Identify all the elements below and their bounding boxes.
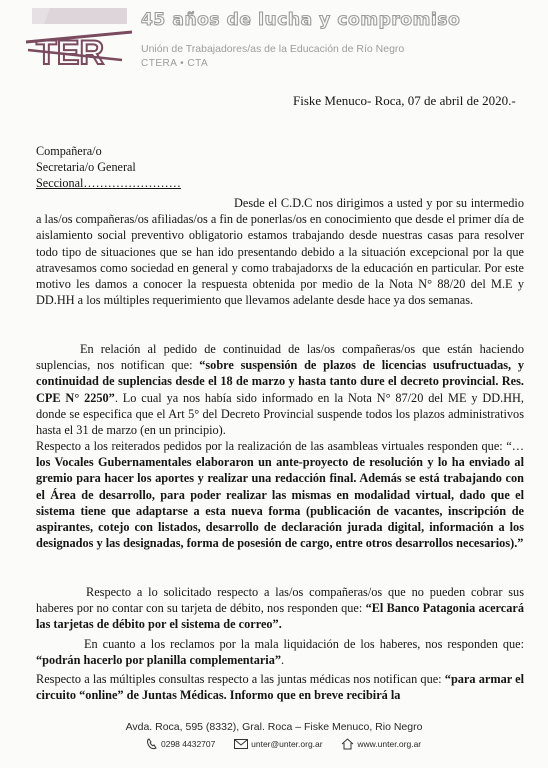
paragraph-suplencias: [36, 341, 524, 438]
paragraph-tarjetas-quote: “El Banco Patagonia acercará las tarjetas de débito por el sistema de correo”.: [36, 601, 524, 632]
addressee-line-2: Secretaria/o General: [36, 160, 136, 174]
footer-contacts: [146, 738, 421, 750]
paragraph-liquidacion-quote: “podrán hacerlo por planilla complementaria”: [36, 653, 282, 668]
phone-icon: [146, 738, 158, 750]
addressee-line-3: Seccional……………………: [36, 176, 181, 190]
paragraph-tarjetas: [36, 584, 524, 633]
addressee-line-1: Compañera/o: [36, 144, 102, 158]
home-icon: [341, 738, 354, 750]
paragraph-tarjetas-text: Respecto a lo solicitado respecto a las/os compañeras/os que no pueden cobrar sus haberes por no contar con su tarjeta de débito, nos responden que:: [36, 585, 524, 616]
paragraph-juntas-text: Respecto a las múltiples consultas respecto a las juntas médicas nos notifican que:: [36, 672, 445, 686]
footer-phone: 0298 4432707: [161, 739, 216, 749]
paragraph-asambleas-quote: los Vocales Gubernamentales elaboraron un ante-proyecto de resolución y lo ha enviado al gremio para hacer los aportes y realizar una redacción final. Además se está trabajando con el Área de desarrollo, para poder realizar las mismas en modalidad virtual, dado que el sistema tiene que adaptarse a esta nueva forma (publicación de vacantes, inscripción de aspirantes, cotejo con listados, desarrollo de declaración jurada digital, información a los designados y las designadas, forma de posesión de cargo, entre otros desarrollos necesarios).”: [36, 455, 524, 551]
footer-web[interactable]: www.unter.org.ar: [357, 739, 422, 749]
paragraph-liquidacion-text: En cuanto a los reclamos por la mala liquidación de los haberes, nos responden que:: [84, 637, 524, 651]
envelope-icon: [234, 739, 248, 749]
paragraph-juntas: [36, 671, 524, 703]
paragraph-liquidacion: [36, 636, 524, 668]
date-line: Fiske Menuco- Roca, 07 de abril de 2020.-: [293, 93, 516, 108]
letterhead-motto: 45 años de lucha y compromiso: [141, 10, 461, 30]
letterhead-affiliation: CTERA • CTA: [141, 58, 209, 69]
paragraph-suplencias-quote: “sobre suspensión de plazos de licencias usufructuadas, y continuidad de suplencias desde el 18 de marzo y hasta tanto dure el decreto provincial. Res. CPE N° 2250”: [36, 358, 524, 405]
footer-email[interactable]: unter@unter.org.ar: [251, 739, 323, 749]
paragraph-liquidacion-tail: .: [281, 653, 285, 668]
svg-text:TER: TER: [36, 34, 104, 72]
unter-logo: [22, 4, 134, 74]
paragraph-asambleas: [36, 438, 524, 551]
paragraph-juntas-quote: “para armar el circuito “online” de Juntas Médicas. Informo que en breve recibirá la: [36, 672, 525, 703]
paragraph-asambleas-text: Respecto a los reiterados pedidos por la realización de las asambleas virtuales responden que: “…: [36, 439, 524, 453]
footer-address: Avda. Roca, 595 (8332), Gral. Roca – Fiske Menuco, Rio Negro: [125, 721, 423, 733]
paragraph-intro: Desde el C.D.C nos dirigimos a usted y por su intermedio a las/os compañeras/os afiliadas/os a fin de ponerlas/os en conocimiento que desde el primer día de aislamiento social preventivo obligatorio estamos trabajando desde nuestras casas para resolver todo tipo de situaciones que se han ido presentando debido a la situación excepcional por la que atravesamos como sociedad en general y como trabajadorxs de la educación en particular. Por este motivo les damos a conocer la respuesta obtenida por medio de la Nota N° 88/20 del M.E y DD.HH a los múltiples requerimiento que llevamos adelante desde hace ya dos semanas.: [36, 196, 524, 308]
paragraph-suplencias-text: En relación al pedido de continuidad de las/os compañeras/os que están haciendo suplencias, nos notifican que:: [36, 342, 524, 373]
letterhead-org-name: Unión de Trabajadores/as de la Educación de Río Negro: [141, 43, 405, 55]
paragraph-suplencias-tail: . Lo cual ya nos había sido informado en la Nota N° 87/20 del ME y DD.HH, donde se especifica que el Art 5° del Decreto Provincial suspende todos los plazos administrativos hasta el 31 de marzo (en un principio).: [36, 390, 524, 438]
